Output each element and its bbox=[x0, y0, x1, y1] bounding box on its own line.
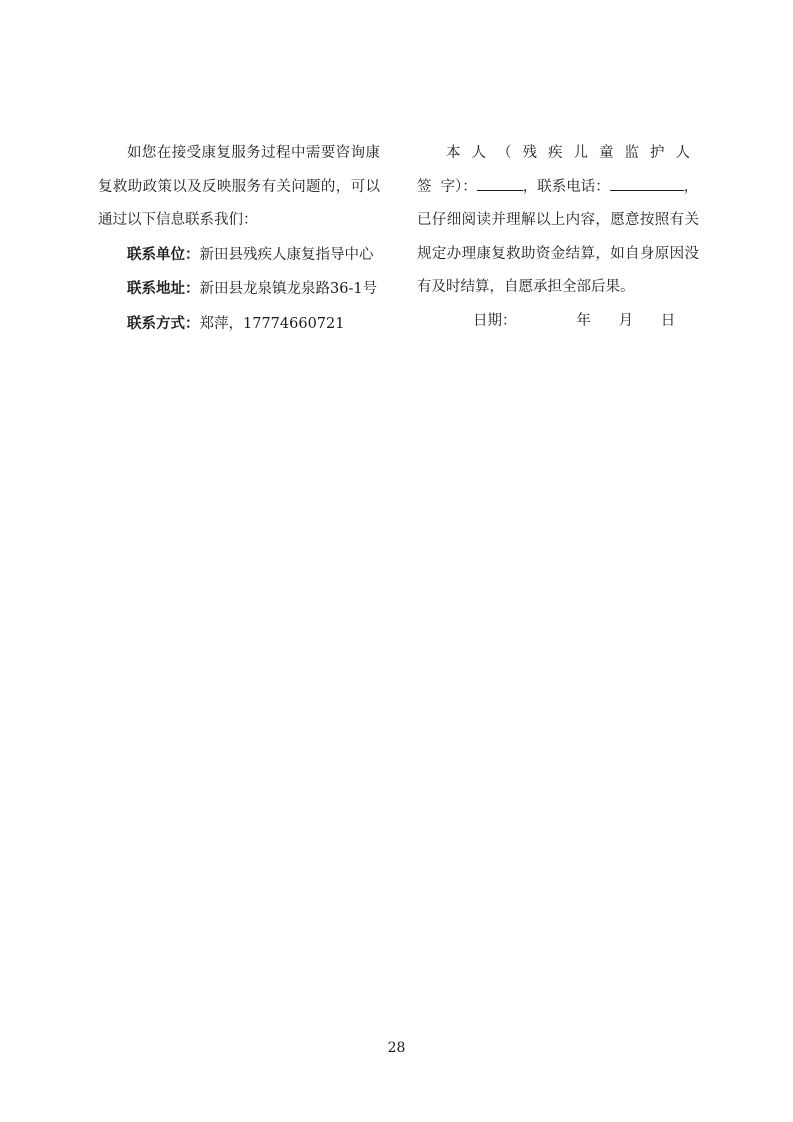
contact-info-column bbox=[98, 137, 380, 341]
contact-intro-text: 如您在接受康复服务过程中需要咨询康复救助政策以及反映服务有关问题的，可以通过以下信息联系我们： bbox=[98, 145, 380, 228]
contact-address-label: 联系地址： bbox=[127, 280, 200, 297]
guardian-sign-suffix: 字）： bbox=[440, 178, 477, 195]
day-label: 日 bbox=[660, 312, 676, 329]
month-label: 月 bbox=[618, 312, 634, 329]
phone-end: ， bbox=[683, 178, 699, 195]
contact-unit bbox=[98, 238, 380, 273]
year-label: 年 bbox=[576, 312, 591, 329]
page-number: 28 bbox=[387, 1040, 406, 1056]
contact-address-value: 新田县龙泉镇龙泉路36-1号 bbox=[199, 281, 378, 297]
guardian-sign-line bbox=[417, 137, 699, 204]
phone-blank[interactable] bbox=[610, 175, 684, 191]
guardian-sign-prefix: 本人（残疾儿童监护人签 bbox=[417, 145, 699, 195]
guardian-statement-text: 已仔细阅读并理解以上内容，愿意按照有关规定办理康复救助资金结算，如自身原因没有及时结算，自愿承担全部后果。 bbox=[417, 212, 699, 295]
signature-blank[interactable] bbox=[477, 175, 523, 191]
contact-unit-value: 新田县残疾人康复指导中心 bbox=[199, 246, 374, 263]
guardian-statement-column bbox=[417, 137, 699, 338]
contact-method-value: 郑萍，17774660721 bbox=[199, 315, 345, 332]
date-line bbox=[417, 305, 699, 339]
contact-method bbox=[98, 307, 380, 342]
contact-unit-label: 联系单位： bbox=[127, 245, 200, 263]
date-label: 日期： bbox=[473, 312, 517, 329]
contact-address bbox=[98, 272, 380, 307]
contact-method-label: 联系方式： bbox=[127, 314, 200, 332]
phone-label: ，联系电话： bbox=[522, 178, 610, 195]
